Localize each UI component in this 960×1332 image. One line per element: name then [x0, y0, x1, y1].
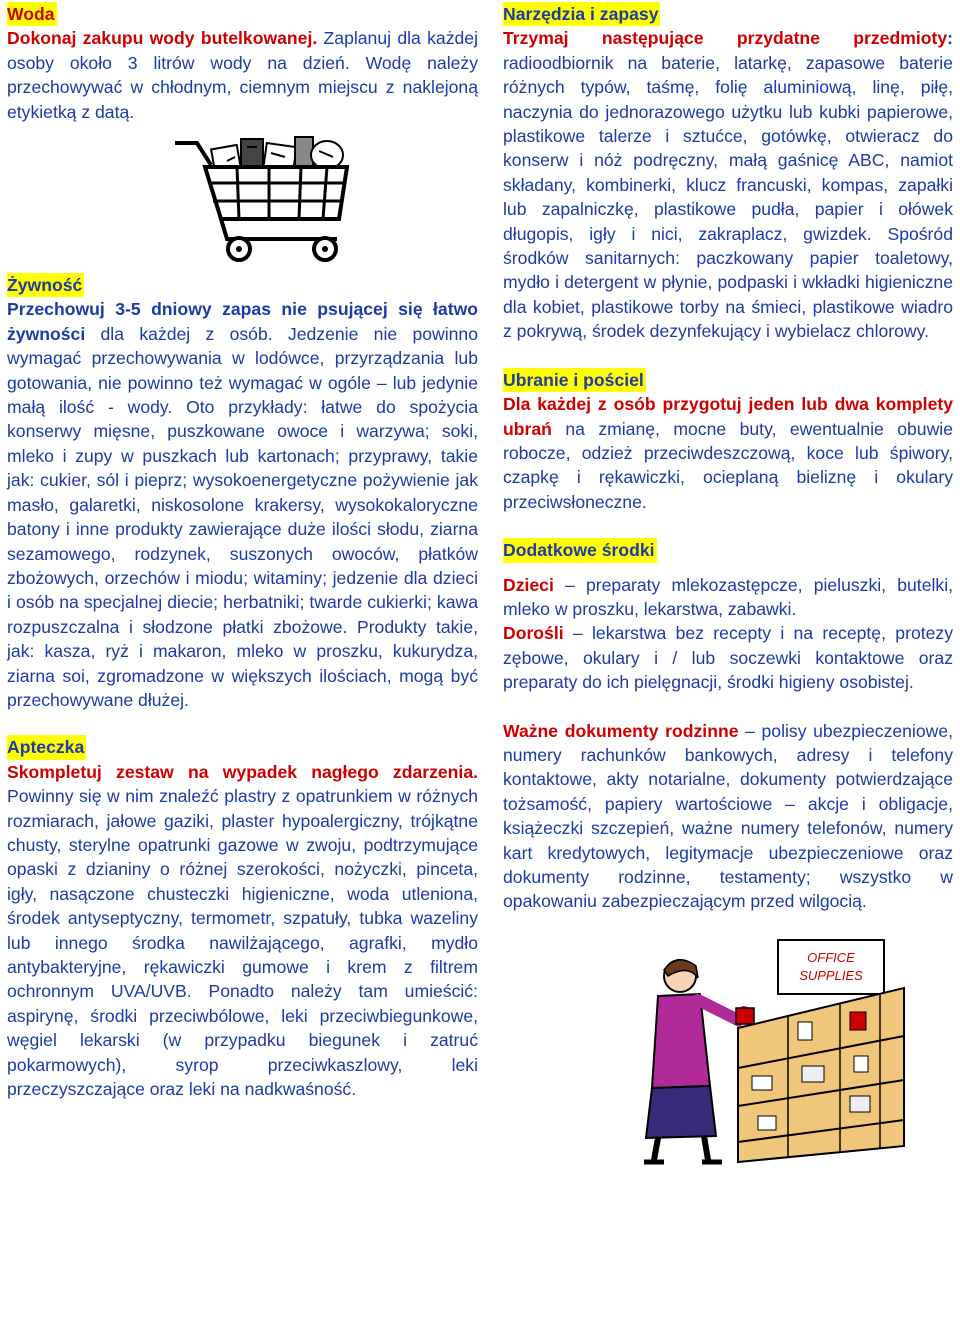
- food-lead-tail: dla każdej z osób.: [85, 323, 273, 344]
- section-title-tools: Narzędzia i zapasy: [503, 2, 660, 26]
- firstaid-body: Powinny się w nim znaleźć plastry z opatrunkiem w różnych rozmiarach, jałowe gaziki, plaster hypoalergiczny, trójkątne chusty, sterylne opatrunki gazowe w zwoju, podtrzymujące opaski z dzianiny o różnej szerokości, nożyczki, pinceta, igły, nasączone chusteczki higieniczne, woda utleniona, środek antyseptyczny, termometr, szpatuły, tubka wazeliny lub innego środka nawilżającego, agrafki, mydło antybakteryjne, rękawiczki gumowe i krem z filtrem ochronnym UVA/UVB. Ponadto należy tam umieścić: aspirynę, środki przeciwbólowe, leki przeciwbiegunkowe, węgiel lekarski (w przypadku biegunek i zatruć pokarmowych), syrop przeciwkaszlowy, leki przeczyszczające oraz leki na nadkwaśność.: [7, 786, 478, 1100]
- tools-body: radioodbiornik na baterie, latarkę, zapasowe baterie różnych typów, taśmę, folię aluminiową, linę, piłę, naczynia do jednorazowego użytku lub kubki papierowe, plastikowe talerze i sztućce, gotówkę, otwieracz do konserw i nóż podręczny, małą gaśnicę ABC, namiot składany, kombinerki, klucz francuski, kompas, zapałki lub zapalniczkę, plastikowe pudła, papier i ołówek długopis, igły i nici, zakraplacz, gwizdek. Spośród środków sanitarnych: paczkowany papier toaletowy, mydło i detergent w płynie, podpaski i wkładki higieniczne dla kobiet, plastikowe torby na śmieci, plastikowe wiadro z pokrywą, środek dezynfekujący i wybielacz chlorowy.: [503, 52, 953, 342]
- food-body-1: Jedzenie nie powinno wymagać przechowywania w lodówce, przyrządzania lub gotowania, nie powinno też wymagać w ogóle – lub jedynie małą ilość - wody.: [7, 323, 478, 418]
- food-body-2: Oto przykłady: łatwe do spożycia konserwy mięsne, puszkowane owoce i warzywa; soki, mleko i zupy w puszkach lub kartonach; przyprawy, takie jak: cukier, sól i pieprz; wysokoenergetyczne pożywienie jak masło, galaretki, niskosolone krakersy, wysokokaloryczne batony i inne produkty zawierające duże ilości słodu, ziarna sezamowego, rodzynek, suszonych owoców, płatków zbożowych, orzechów i miodu; witaminy; jedzenie dla dzieci i osób na specjalnej diecie; herbatniki; twarde cukierki; kawa rozpuszczalna i słodzone płatki zbożowe.: [7, 397, 478, 637]
- section-title-clothes: Ubranie i pościel: [503, 368, 646, 392]
- section-extra: [503, 538, 953, 694]
- extra-kids-label: Dzieci: [503, 574, 554, 595]
- docs-body: – polisy ubezpieczeniowe, numery rachunków bankowych, adresy i telefony kontaktowe, akty notarialne, dokumenty potwierdzające tożsamość, papiery wartościowe – akcje i obligacje, książeczki szczepień, ważne numery telefonów, numery kart kredytowych, legitymacje ubezpieczeniowe oraz dokumenty rodzinne, testamenty; wszystko w opakowaniu zabezpieczającym przed wilgocią.: [503, 720, 954, 912]
- docs-label: Ważne dokumenty rodzinne: [503, 720, 739, 741]
- left-column: [7, 2, 478, 1101]
- extra-adults-label: Dorośli: [503, 623, 564, 644]
- office-supplies-clerk-illustration: [618, 936, 918, 1166]
- clothes-lead: Dla każdej z osób przygotuj jeden lub dwa komplety ubrań: [503, 394, 953, 439]
- food-body-3: Produkty takie, jak: kasza, ryż i makaron, mleko w proszku, kukurydza, ziarna soi, zgromadzone w większych ilościach, mogą być przechowywane dłużej.: [7, 616, 478, 710]
- water-body: Zaplanuj dla każdej osoby około 3 litrów wody na dzień. Wodę należy przechowywać w chłodnym, ciemnym miejscu z naklejoną etykietką z datą.: [7, 28, 478, 122]
- section-tools: [503, 2, 953, 344]
- extra-adults-body: – lekarstwa bez recepty i na receptę, protezy zębowe, okulary i / lub soczewki kontaktowe oraz preparaty do ich pielęgnacji, środki higieny osobistej.: [503, 623, 953, 693]
- section-docs: [503, 719, 953, 914]
- section-firstaid: [7, 735, 478, 1101]
- section-water: [7, 2, 478, 124]
- clothes-body: na zmianę, mocne buty, ewentualnie obuwie robocze, odzież przeciwdeszczową, koce lub śpiwory, czapkę i rękawiczki, ocieplaną bieliznę i okulary przeciwsłoneczne.: [503, 418, 953, 512]
- sign-line-1: OFFICE: [807, 949, 855, 965]
- section-title-food: Żywność: [7, 273, 84, 297]
- water-lead: Dokonaj zakupu wody butelkowanej.: [7, 28, 318, 49]
- right-column: [503, 2, 953, 1166]
- extra-kids-body: – preparaty mlekozastępcze, pieluszki, butelki, mleko w proszku, lekarstwa, zabawki.: [503, 574, 953, 619]
- food-lead: Przechowuj 3-5 dniowy zapas nie psującej się łatwo żywności: [7, 299, 478, 344]
- tools-lead: Trzymaj następujące przydatne przedmioty: [503, 28, 948, 49]
- section-title-extra: Dodatkowe środki: [503, 538, 657, 562]
- tools-lead-colon: :: [947, 28, 953, 49]
- section-title-firstaid: Apteczka: [7, 735, 86, 759]
- section-clothes: [503, 368, 953, 514]
- sign-line-2: SUPPLIES: [799, 967, 863, 983]
- firstaid-lead: Skompletuj zestaw na wypadek nagłego zdarzenia.: [7, 761, 478, 782]
- section-title-water: Woda: [7, 2, 57, 26]
- section-food: [7, 273, 478, 712]
- shopping-cart-illustration: [167, 127, 407, 267]
